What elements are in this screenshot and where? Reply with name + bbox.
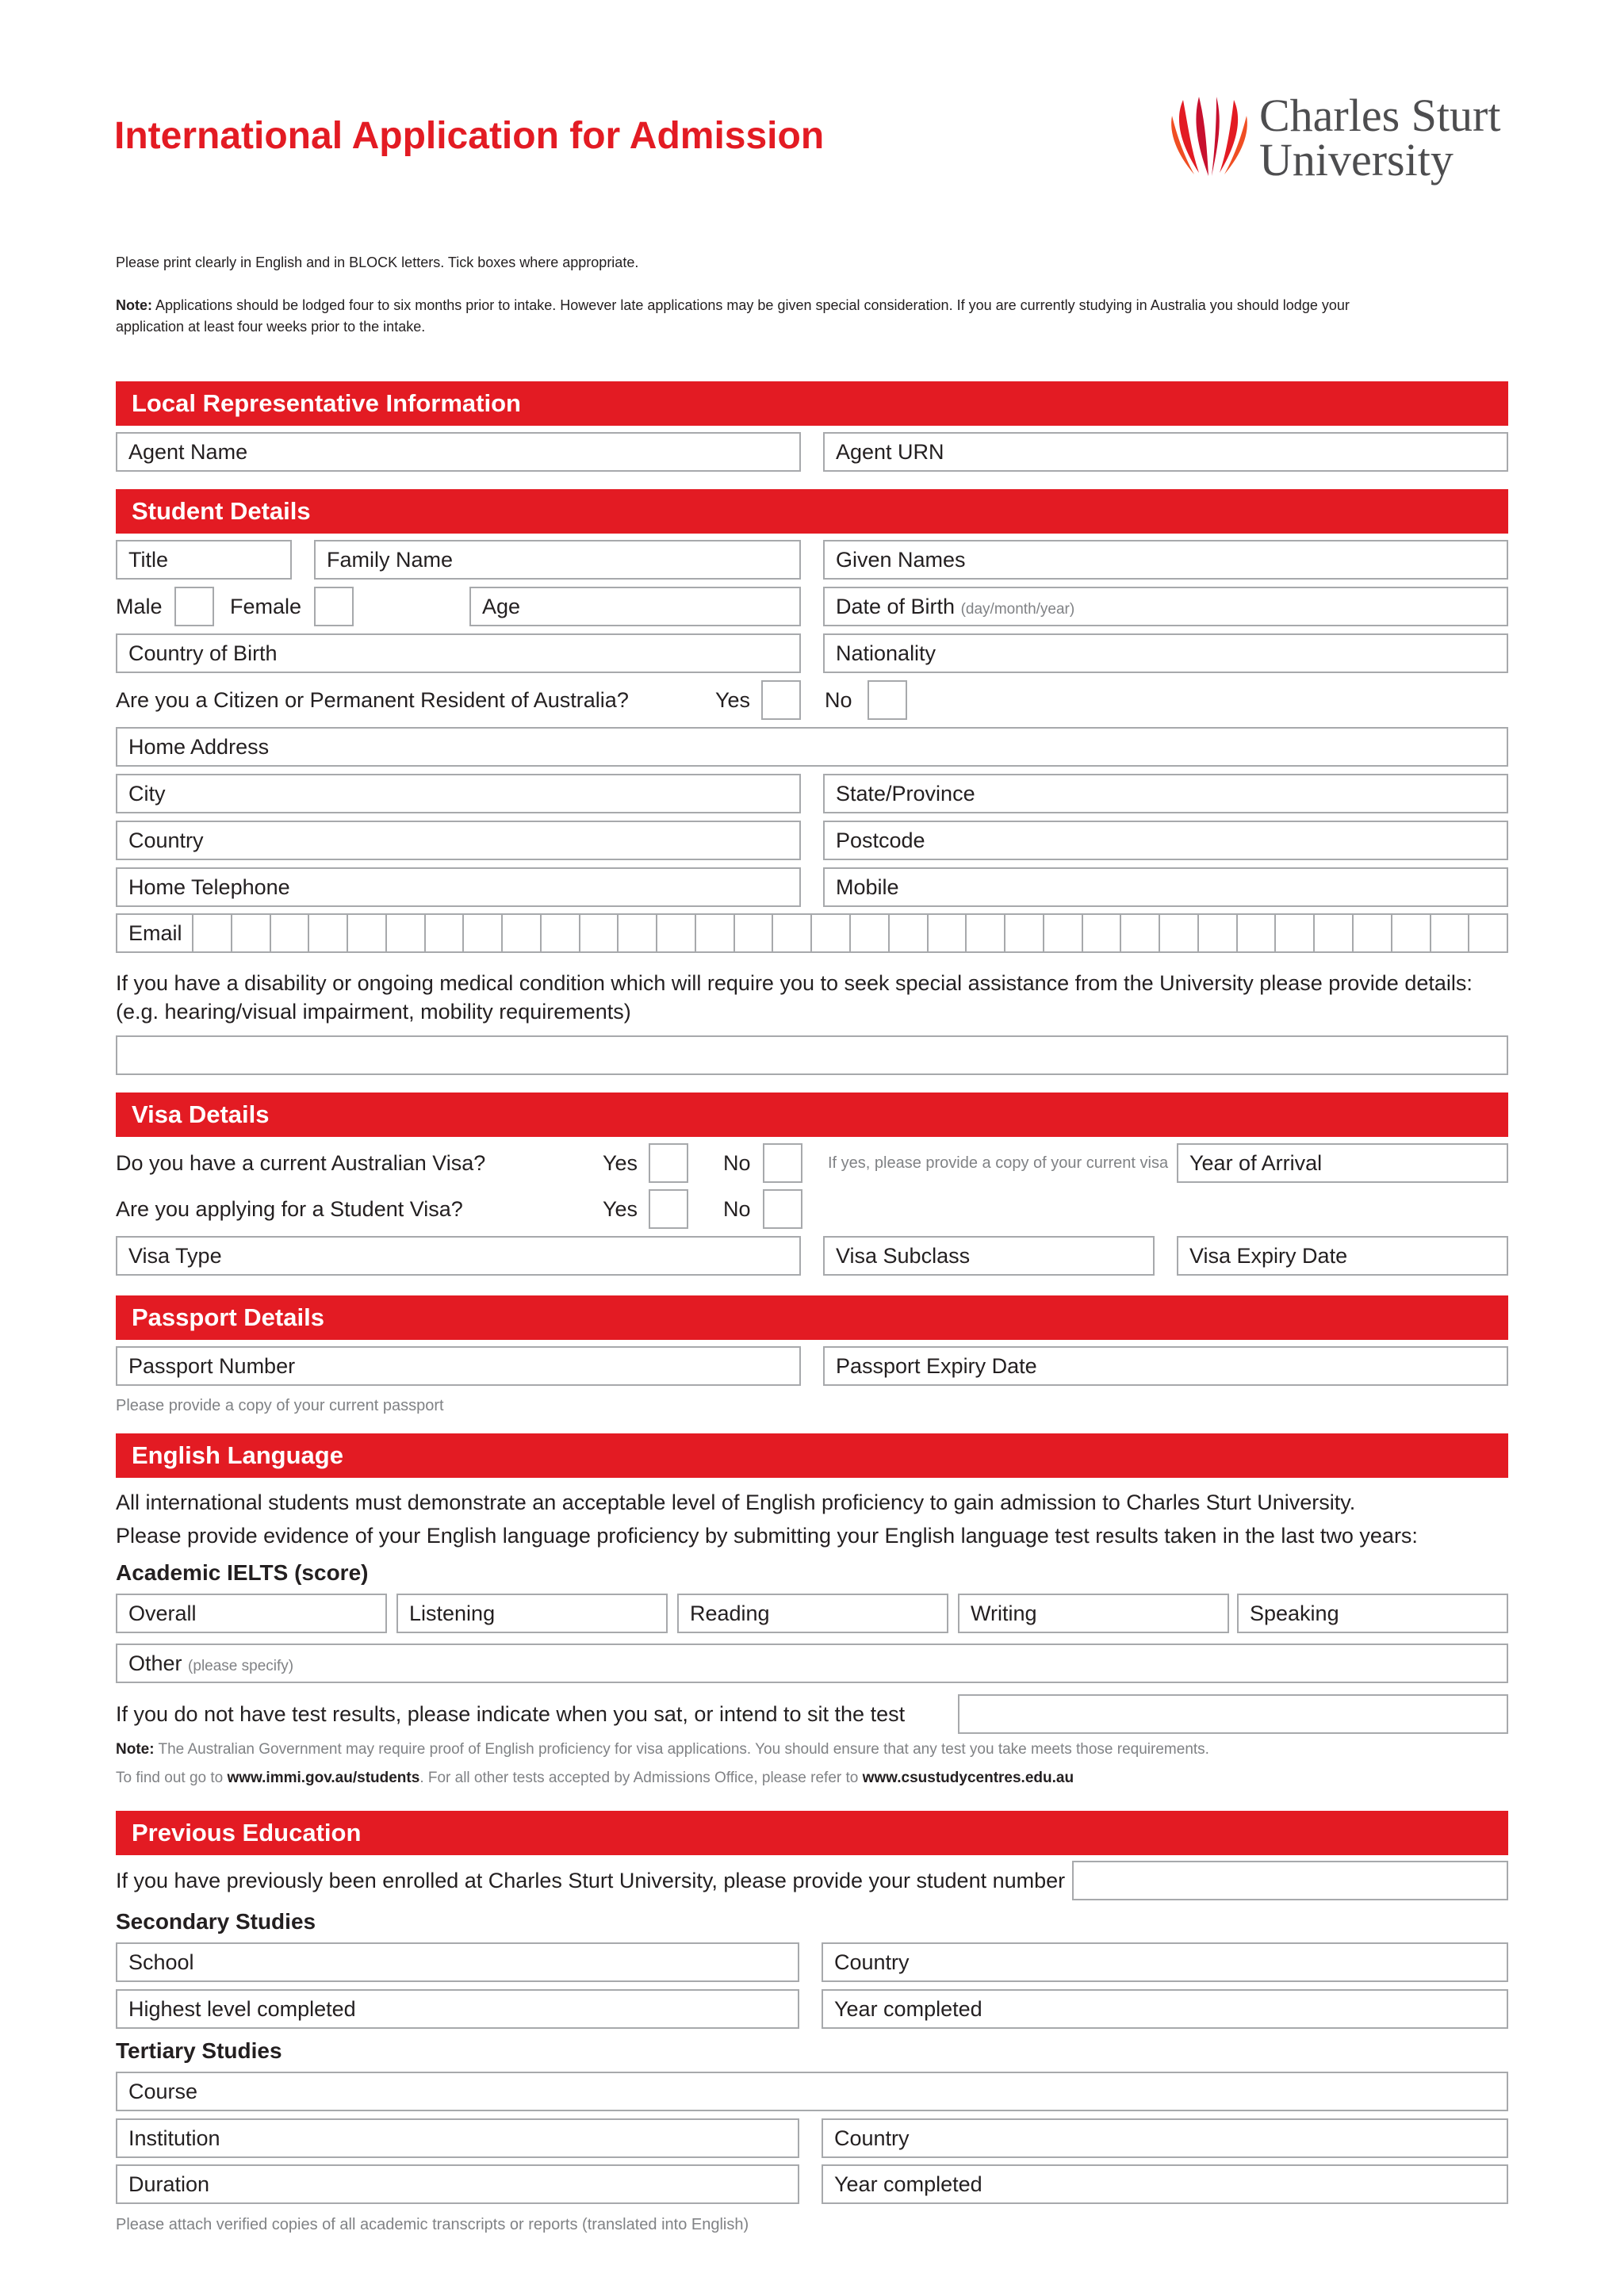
- highest-level-field[interactable]: Highest level completed: [116, 1989, 799, 2029]
- test-date-question: If you do not have test results, please indicate when you sat, or intend to sit the test: [116, 1702, 906, 1726]
- email-char-cell[interactable]: [387, 915, 426, 951]
- email-character-cells[interactable]: [193, 915, 1507, 951]
- citizen-no-checkbox[interactable]: [868, 680, 907, 720]
- email-char-cell[interactable]: [657, 915, 696, 951]
- tertiary-year-field[interactable]: Year completed: [822, 2164, 1508, 2204]
- email-char-cell[interactable]: [619, 915, 657, 951]
- flame-logo-icon: [1167, 94, 1254, 181]
- current-visa-yes-checkbox[interactable]: [649, 1143, 688, 1183]
- disability-question: If you have a disability or ongoing medical condition which will require you to seek special assistance from the University please provide details: (e.g. hearing/visual impairment, mobility requirements): [116, 971, 1473, 1024]
- year-of-arrival-field[interactable]: Year of Arrival: [1177, 1143, 1508, 1183]
- home-telephone-field[interactable]: Home Telephone: [116, 867, 801, 907]
- ielts-reading-field[interactable]: Reading: [677, 1594, 948, 1633]
- intro-note: Note: Applications should be lodged four to six months prior to intake. However late applications may be given special consideration. If you are currently studying in Australia you should lodge your application at least four weeks prior to the intake.: [116, 297, 1350, 335]
- postcode-field[interactable]: Postcode: [823, 821, 1508, 860]
- ielts-overall-field[interactable]: Overall: [116, 1594, 387, 1633]
- citizen-no-label: No: [825, 688, 852, 712]
- email-char-cell[interactable]: [929, 915, 967, 951]
- email-char-cell[interactable]: [271, 915, 310, 951]
- page-title: International Application for Admission: [114, 115, 825, 157]
- email-char-cell[interactable]: [851, 915, 890, 951]
- secondary-year-field[interactable]: Year completed: [822, 1989, 1508, 2029]
- institution-field[interactable]: Institution: [116, 2118, 799, 2158]
- email-char-cell[interactable]: [348, 915, 387, 951]
- email-char-cell[interactable]: [773, 915, 812, 951]
- city-field[interactable]: City: [116, 774, 801, 813]
- email-char-cell[interactable]: [1005, 915, 1044, 951]
- section-local-representative: Local Representative Information: [116, 381, 1508, 426]
- section-english-language: English Language: [116, 1433, 1508, 1478]
- family-name-field[interactable]: Family Name: [314, 540, 801, 580]
- email-char-cell[interactable]: [890, 915, 929, 951]
- title-field[interactable]: Title: [116, 540, 292, 580]
- duration-field[interactable]: Duration: [116, 2164, 799, 2204]
- ielts-heading: Academic IELTS (score): [116, 1560, 369, 1585]
- current-visa-question: Do you have a current Australian Visa?: [116, 1151, 486, 1175]
- english-links-note: To find out go to www.immi.gov.au/students. For all other tests accepted by Admissions Office, please refer to www.csustudycentres.edu.au: [116, 1770, 1074, 1786]
- section-passport-details: Passport Details: [116, 1295, 1508, 1340]
- course-field[interactable]: Course: [116, 2072, 1508, 2111]
- email-char-cell[interactable]: [1392, 915, 1431, 951]
- school-field[interactable]: School: [116, 1942, 799, 1982]
- current-visa-yes-label: Yes: [603, 1151, 638, 1175]
- passport-copy-note: Please provide a copy of your current passport: [116, 1397, 444, 1414]
- ielts-writing-field[interactable]: Writing: [958, 1594, 1229, 1633]
- mobile-field[interactable]: Mobile: [823, 867, 1508, 907]
- email-char-cell[interactable]: [1044, 915, 1083, 951]
- male-label: Male: [116, 595, 163, 618]
- email-char-cell[interactable]: [1276, 915, 1315, 951]
- visa-copy-note: If yes, please provide a copy of your current visa: [828, 1154, 1169, 1172]
- email-char-cell[interactable]: [1238, 915, 1277, 951]
- email-char-cell[interactable]: [735, 915, 774, 951]
- email-char-cell[interactable]: [1160, 915, 1199, 951]
- ielts-speaking-field[interactable]: Speaking: [1237, 1594, 1508, 1633]
- test-date-field[interactable]: [958, 1694, 1508, 1734]
- email-char-cell[interactable]: [967, 915, 1005, 951]
- ielts-listening-field[interactable]: Listening: [396, 1594, 668, 1633]
- student-visa-no-label: No: [723, 1197, 751, 1221]
- tertiary-studies-heading: Tertiary Studies: [116, 2038, 282, 2063]
- visa-type-field[interactable]: Visa Type: [116, 1236, 801, 1276]
- section-previous-education: Previous Education: [116, 1811, 1508, 1855]
- current-visa-no-label: No: [723, 1151, 751, 1175]
- section-student-details: Student Details: [116, 489, 1508, 534]
- agent-urn-field[interactable]: Agent URN: [823, 432, 1508, 472]
- tertiary-country-field[interactable]: Country: [822, 2118, 1508, 2158]
- citizen-yes-label: Yes: [715, 688, 751, 712]
- home-address-field[interactable]: Home Address: [116, 727, 1508, 767]
- email-char-cell[interactable]: [464, 915, 503, 951]
- other-test-field[interactable]: Other (please specify): [116, 1644, 1508, 1683]
- instruction-text: Please print clearly in English and in BLOCK letters. Tick boxes where appropriate.: [116, 254, 639, 270]
- current-visa-no-checkbox[interactable]: [763, 1143, 802, 1183]
- email-char-cell[interactable]: [309, 915, 348, 951]
- secondary-studies-heading: Secondary Studies: [116, 1909, 316, 1934]
- csu-study-centres-link[interactable]: www.csustudycentres.edu.au: [862, 1770, 1074, 1786]
- state-province-field[interactable]: State/Province: [823, 774, 1508, 813]
- student-visa-question: Are you applying for a Student Visa?: [116, 1197, 463, 1221]
- disability-details-field[interactable]: [116, 1035, 1508, 1075]
- immi-link[interactable]: www.immi.gov.au/students: [227, 1770, 420, 1786]
- email-char-cell[interactable]: [1315, 915, 1354, 951]
- citizen-yes-checkbox[interactable]: [761, 680, 801, 720]
- email-char-cell[interactable]: [1469, 915, 1507, 951]
- nationality-field[interactable]: Nationality: [823, 633, 1508, 673]
- email-char-cell[interactable]: [696, 915, 735, 951]
- email-char-cell[interactable]: [426, 915, 465, 951]
- agent-name-field[interactable]: Agent Name: [116, 432, 801, 472]
- email-char-cell[interactable]: [1083, 915, 1122, 951]
- student-visa-yes-label: Yes: [603, 1197, 638, 1221]
- student-number-question: If you have previously been enrolled at Charles Sturt University, please provide your student number: [116, 1869, 1066, 1892]
- email-char-cell[interactable]: [1199, 915, 1238, 951]
- female-checkbox[interactable]: [314, 587, 354, 626]
- email-char-cell[interactable]: [812, 915, 851, 951]
- english-note: Note: The Australian Government may require proof of English proficiency for visa applications. You should ensure that any test you take meets those requirements.: [116, 1741, 1209, 1758]
- logo-wordmark: Charles Sturt University: [1259, 90, 1501, 186]
- visa-subclass-field[interactable]: Visa Subclass: [823, 1236, 1155, 1276]
- email-char-cell[interactable]: [1354, 915, 1392, 951]
- email-field[interactable]: [116, 913, 1508, 953]
- given-names-field[interactable]: Given Names: [823, 540, 1508, 580]
- passport-number-field[interactable]: Passport Number: [116, 1346, 801, 1386]
- male-checkbox[interactable]: [174, 587, 214, 626]
- date-of-birth-field[interactable]: Date of Birth (day/month/year): [823, 587, 1508, 626]
- section-visa-details: Visa Details: [116, 1093, 1508, 1137]
- country-of-birth-field[interactable]: Country of Birth: [116, 633, 801, 673]
- email-char-cell[interactable]: [193, 915, 232, 951]
- email-char-cell[interactable]: [1121, 915, 1160, 951]
- student-visa-yes-checkbox[interactable]: [649, 1189, 688, 1229]
- email-char-cell[interactable]: [1431, 915, 1470, 951]
- english-intro: All international students must demonstrate an acceptable level of English proficiency to gain admission to Charles Sturt University. Please provide evidence of your English language proficiency by submitting your English language test results taken in the last two years:: [116, 1490, 1418, 1548]
- university-logo: [1167, 90, 1516, 189]
- student-visa-no-checkbox[interactable]: [763, 1189, 802, 1229]
- visa-expiry-field[interactable]: Visa Expiry Date: [1177, 1236, 1508, 1276]
- transcripts-note: Please attach verified copies of all academic transcripts or reports (translated into English): [116, 2216, 749, 2233]
- email-char-cell[interactable]: [580, 915, 619, 951]
- email-char-cell[interactable]: [232, 915, 271, 951]
- citizen-question: Are you a Citizen or Permanent Resident of Australia?: [116, 688, 629, 712]
- passport-expiry-field[interactable]: Passport Expiry Date: [823, 1346, 1508, 1386]
- age-field[interactable]: Age: [469, 587, 801, 626]
- female-label: Female: [230, 595, 302, 618]
- country-field[interactable]: Country: [116, 821, 801, 860]
- email-label: Email: [117, 915, 193, 951]
- student-number-field[interactable]: [1072, 1861, 1508, 1900]
- email-char-cell[interactable]: [503, 915, 542, 951]
- email-char-cell[interactable]: [542, 915, 580, 951]
- secondary-country-field[interactable]: Country: [822, 1942, 1508, 1982]
